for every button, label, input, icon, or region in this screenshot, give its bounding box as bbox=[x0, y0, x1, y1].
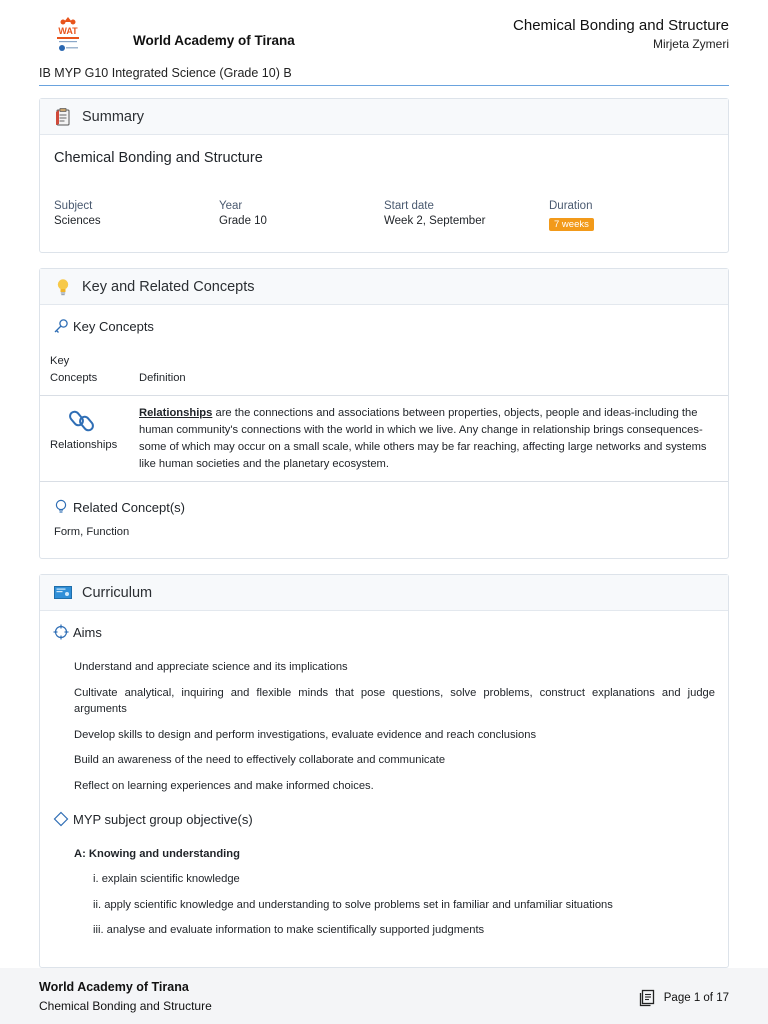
page-number: Page 1 of 17 bbox=[663, 992, 729, 1004]
logo-text: WAT bbox=[58, 26, 78, 36]
objective-heading: A: Knowing and understanding bbox=[74, 848, 240, 860]
unit-title: Chemical Bonding and Structure bbox=[54, 150, 263, 166]
related-concepts-value: Form, Function bbox=[54, 526, 130, 538]
footer-school: World Academy of Tirana bbox=[39, 980, 189, 994]
col-key-line2: Concepts bbox=[50, 372, 98, 384]
concepts-heading: Key and Related Concepts bbox=[82, 278, 255, 295]
document-title: Chemical Bonding and Structure bbox=[513, 17, 729, 34]
objective-item: i. explain scientific knowledge bbox=[93, 873, 240, 885]
row-definition bbox=[139, 405, 717, 473]
year-label: Year bbox=[219, 200, 243, 212]
table-row-divider bbox=[40, 481, 728, 482]
objective-item: ii. apply scientific knowledge and understanding to solve problems set in familiar and unfamiliar situations bbox=[93, 899, 613, 911]
course-name: IB MYP G10 Integrated Science (Grade 10) B bbox=[39, 66, 292, 80]
target-icon bbox=[53, 624, 69, 640]
key-icon bbox=[53, 318, 69, 334]
chain-link-icon bbox=[69, 408, 97, 439]
pages-icon bbox=[638, 989, 656, 1007]
footer-title: Chemical Bonding and Structure bbox=[39, 999, 212, 1013]
subject-label: Subject bbox=[54, 200, 93, 212]
lightbulb-icon bbox=[54, 278, 72, 296]
page-header bbox=[0, 0, 768, 90]
aim-item: Develop skills to design and perform investigations, evaluate evidence and reach conclusions bbox=[74, 729, 537, 741]
board-icon bbox=[54, 584, 72, 602]
col-key-line1: Key bbox=[50, 355, 70, 367]
curriculum-card bbox=[39, 574, 729, 968]
related-concepts-label: Related Concept(s) bbox=[73, 499, 185, 515]
table-header-divider bbox=[40, 395, 728, 396]
row-definition-text: are the connections and associations between properties, objects, people and ideas-including the human community's connections with the world in which we live. Any change in relationship brings consequences-some of which may occur on a small scale, while others may be far reaching, affecting large networks and systems like human societies and the planetary ecosystem. bbox=[139, 407, 707, 470]
summary-heading: Summary bbox=[82, 108, 145, 125]
page-footer bbox=[0, 968, 768, 1024]
duration-badge: 7 weeks bbox=[549, 218, 594, 231]
summary-header bbox=[40, 99, 728, 135]
table-header-key bbox=[50, 353, 97, 387]
subject-field bbox=[54, 200, 101, 227]
year-field bbox=[219, 200, 267, 227]
table-header-definition: Definition bbox=[139, 372, 186, 384]
aim-item: Understand and appreciate science and its implications bbox=[74, 661, 348, 673]
aim-item: Build an awareness of the need to effectively collaborate and communicate bbox=[74, 754, 446, 766]
aim-item: Cultivate analytical, inquiring and flexible minds that pose questions, solve problems, construct explanations and judge arguments bbox=[74, 687, 715, 715]
start-date-label: Start date bbox=[384, 200, 434, 212]
duration-label: Duration bbox=[549, 200, 593, 212]
objectives-label: MYP subject group objective(s) bbox=[73, 811, 253, 827]
row-concept-name: Relationships bbox=[50, 439, 118, 451]
concepts-header bbox=[40, 269, 728, 305]
key-concepts-title bbox=[53, 318, 154, 334]
start-date-value: Week 2, September bbox=[384, 215, 486, 227]
year-value: Grade 10 bbox=[219, 215, 267, 227]
curriculum-heading: Curriculum bbox=[82, 584, 153, 601]
bulb-outline-icon bbox=[53, 499, 69, 515]
aim-item: Reflect on learning experiences and make informed choices. bbox=[74, 780, 374, 792]
related-concepts-title bbox=[53, 499, 185, 515]
concepts-card bbox=[39, 268, 729, 559]
clipboard-icon bbox=[54, 108, 72, 126]
summary-card bbox=[39, 98, 729, 253]
school-name: World Academy of Tirana bbox=[133, 33, 295, 48]
school-logo bbox=[52, 16, 84, 54]
curriculum-header bbox=[40, 575, 728, 611]
header-divider bbox=[39, 85, 729, 86]
objective-item: iii. analyse and evaluate information to make scientifically supported judgments bbox=[93, 924, 485, 936]
subject-value: Sciences bbox=[54, 215, 101, 227]
page-indicator bbox=[638, 989, 729, 1007]
aims-title bbox=[53, 624, 102, 640]
duration-field bbox=[549, 200, 594, 232]
diamond-icon bbox=[53, 811, 69, 827]
author-name: Mirjeta Zymeri bbox=[652, 37, 729, 51]
aims-label: Aims bbox=[73, 624, 102, 640]
start-date-field bbox=[384, 200, 485, 227]
key-concepts-label: Key Concepts bbox=[73, 318, 154, 334]
row-term: Relationships bbox=[139, 407, 213, 419]
objectives-title bbox=[53, 811, 253, 827]
